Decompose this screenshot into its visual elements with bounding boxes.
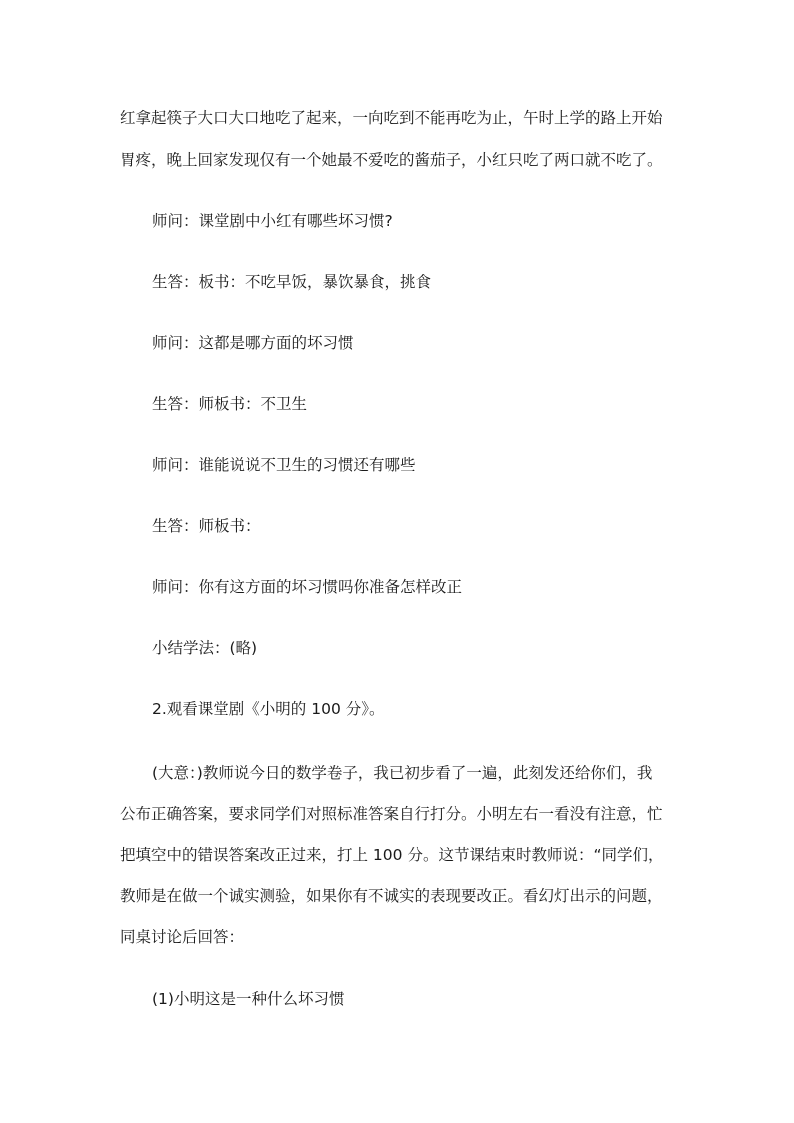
paragraph-line: (大意：)教师说今日的数学卷子，我已初步看了一遍，此刻发还给你们，我 [152,764,653,782]
paragraph-line: 公布正确答案，要求同学们对照标准答案自行打分。小明左右一看没有注意，忙 [120,805,663,823]
teacher-question: 师问：你有这方面的坏习惯吗你准备怎样改正 [152,578,463,596]
paragraph-line: 红拿起筷子大口大口地吃了起来，一向吃到不能再吃为止，午时上学的路上开始 [120,109,663,127]
student-answer: 生答：师板书：不卫生 [152,395,308,413]
teacher-question: 师问：这都是哪方面的坏习惯 [152,334,354,352]
paragraph-line: 同桌讨论后回答： [120,928,245,946]
teacher-question: 师问：谁能说说不卫生的习惯还有哪些 [152,456,416,474]
paragraph-line: 胃疼，晚上回家发现仅有一个她最不爱吃的酱茄子，小红只吃了两口就不吃了。 [120,151,663,169]
teacher-question: 师问：课堂剧中小红有哪些坏习惯? [152,212,393,230]
student-answer: 生答：师板书： [152,517,261,535]
section-heading: 2.观看课堂剧《小明的 100 分》。 [152,700,385,718]
paragraph-line: 教师是在做一个诚实测验，如果你有不诚实的表现要改正。看幻灯出示的问题， [120,887,663,905]
summary-line: 小结学法：(略) [152,639,258,657]
student-answer: 生答：板书：不吃早饭，暴饮暴食，挑食 [152,273,432,291]
question-item: (1)小明这是一种什么坏习惯 [152,990,345,1008]
paragraph-line: 把填空中的错误答案改正过来，打上 100 分。这节课结束时教师说：“同学们， [120,846,664,864]
